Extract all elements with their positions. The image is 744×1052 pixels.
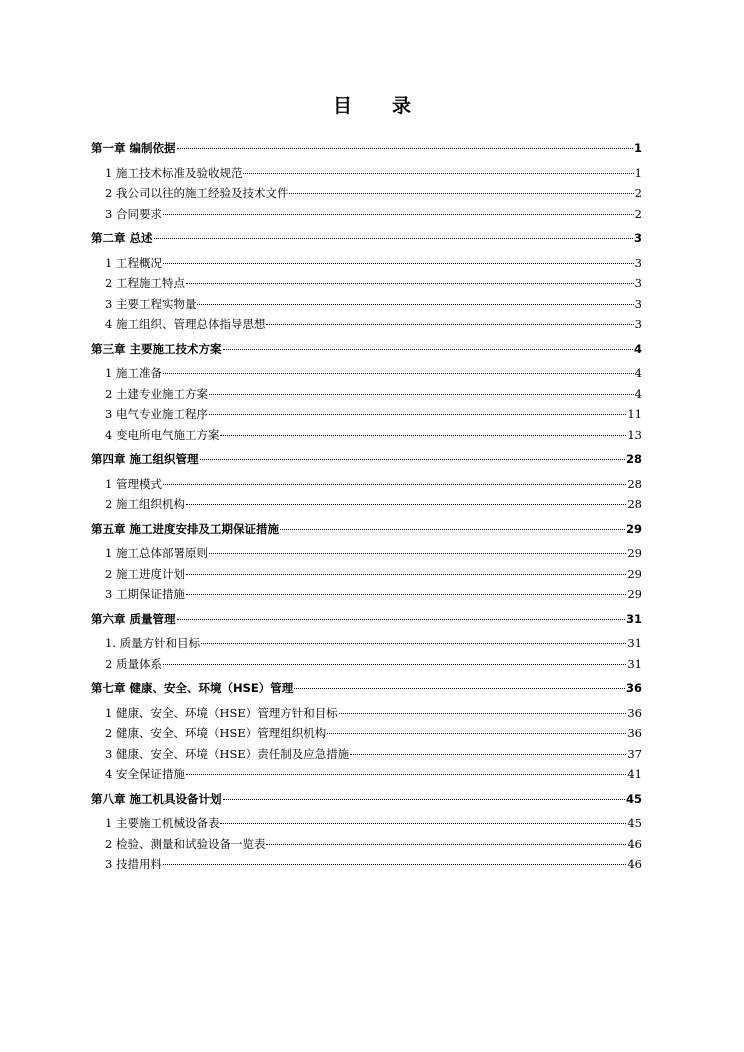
toc-entry-label: 3 电气专业施工程序 <box>105 407 208 421</box>
toc-entry-label: 1 施工总体部署原则 <box>105 546 208 560</box>
toc-entry-label: 第三章 主要施工技术方案 <box>91 341 222 356</box>
toc-page-number: 46 <box>627 857 642 871</box>
toc-section-entry[interactable] <box>91 744 642 765</box>
dot-leader <box>223 798 625 800</box>
dot-leader <box>163 483 626 485</box>
toc-page-number: 11 <box>627 407 642 421</box>
dot-leader <box>209 552 626 554</box>
dot-leader <box>209 413 626 415</box>
toc-page-number: 2 <box>634 186 642 200</box>
toc-page-number: 36 <box>627 705 642 720</box>
toc-section-entry[interactable] <box>91 294 642 315</box>
toc-chapter-entry[interactable] <box>91 449 642 470</box>
toc-page-number: 28 <box>627 476 642 491</box>
toc-section-entry[interactable] <box>91 654 642 675</box>
toc-page-number: 31 <box>625 611 642 626</box>
toc-page-number: 13 <box>627 427 642 442</box>
toc-entry-label: 2 健康、安全、环境（HSE）管理组织机构 <box>105 726 327 740</box>
dot-leader <box>339 712 627 714</box>
table-of-contents <box>91 134 642 875</box>
toc-entry-label: 第五章 施工进度安排及工期保证措施 <box>91 521 280 536</box>
dot-leader <box>220 434 626 436</box>
toc-page-number: 28 <box>625 452 642 466</box>
title-char-left: 目 <box>332 95 352 117</box>
toc-entry-label: 1 施工技术标准及验收规范 <box>105 165 243 180</box>
toc-entry-label: 2 施工进度计划 <box>105 566 185 581</box>
toc-page-number: 36 <box>625 681 642 695</box>
dot-leader <box>327 732 626 734</box>
toc-section-entry[interactable] <box>91 253 642 274</box>
toc-entry-label: 1 工程概况 <box>105 255 162 270</box>
toc-page-number: 46 <box>627 836 642 851</box>
toc-entry-label: 3 工期保证措施 <box>105 587 185 601</box>
toc-section-entry[interactable] <box>91 314 642 335</box>
toc-section-entry[interactable] <box>91 384 642 405</box>
dot-leader <box>350 753 626 755</box>
toc-chapter-entry[interactable] <box>91 138 642 159</box>
toc-page-number: 31 <box>627 656 642 671</box>
toc-page-number: 31 <box>627 636 642 650</box>
toc-section-entry[interactable] <box>91 703 642 724</box>
dot-leader <box>186 282 634 284</box>
toc-page-number: 3 <box>633 231 642 245</box>
toc-chapter-entry[interactable] <box>91 678 642 699</box>
dot-leader <box>220 822 626 824</box>
page-title <box>0 91 744 118</box>
toc-page-number: 45 <box>625 791 642 806</box>
toc-section-entry[interactable] <box>91 764 642 785</box>
toc-page-number: 4 <box>634 386 642 401</box>
dot-leader <box>289 192 633 194</box>
dot-leader <box>163 663 626 665</box>
toc-section-entry[interactable] <box>91 363 642 384</box>
toc-section-entry[interactable] <box>91 633 642 654</box>
toc-section-entry[interactable] <box>91 404 642 425</box>
toc-entry-label: 2 工程施工特点 <box>105 276 185 290</box>
dot-leader <box>186 573 626 575</box>
toc-entry-label: 4 安全保证措施 <box>105 767 185 781</box>
toc-page-number: 3 <box>634 255 642 270</box>
toc-entry-label: 2 施工组织机构 <box>105 497 185 511</box>
dot-leader <box>163 213 634 215</box>
title-char-right: 录 <box>392 95 412 117</box>
toc-page-number: 29 <box>627 566 642 581</box>
toc-section-entry[interactable] <box>91 425 642 446</box>
toc-entry-label: 4 变电所电气施工方案 <box>105 427 220 442</box>
dot-leader <box>200 458 625 460</box>
dot-leader <box>223 348 633 350</box>
dot-leader <box>177 147 633 149</box>
dot-leader <box>243 172 633 174</box>
toc-page-number: 4 <box>633 341 642 356</box>
dot-leader <box>186 773 626 775</box>
toc-entry-label: 3 健康、安全、环境（HSE）责任制及应急措施 <box>105 746 350 761</box>
toc-page-number: 41 <box>627 767 642 781</box>
toc-entry-label: 2 检验、测量和试验设备一览表 <box>105 836 266 851</box>
toc-entry-label: 第八章 施工机具设备计划 <box>91 791 222 806</box>
toc-page-number: 37 <box>627 746 642 761</box>
toc-section-entry[interactable] <box>91 584 642 605</box>
toc-section-entry[interactable] <box>91 183 642 204</box>
dot-leader <box>280 528 625 530</box>
toc-section-entry[interactable] <box>91 494 642 515</box>
toc-section-entry[interactable] <box>91 723 642 744</box>
toc-entry-label: 1 施工准备 <box>105 366 162 380</box>
toc-section-entry[interactable] <box>91 564 642 585</box>
toc-section-entry[interactable] <box>91 163 642 184</box>
dot-leader <box>186 503 626 505</box>
toc-page-number: 29 <box>625 521 642 536</box>
toc-section-entry[interactable] <box>91 834 642 855</box>
toc-section-entry[interactable] <box>91 204 642 225</box>
toc-page-number: 36 <box>627 726 642 740</box>
toc-chapter-entry[interactable] <box>91 609 642 630</box>
toc-entry-label: 1. 质量方针和目标 <box>105 636 201 650</box>
toc-page-number: 1 <box>633 141 642 155</box>
toc-entry-label: 第六章 质量管理 <box>91 611 176 626</box>
dot-leader <box>266 323 633 325</box>
dot-leader <box>209 393 634 395</box>
dot-leader <box>201 642 626 644</box>
toc-entry-label: 2 土建专业施工方案 <box>105 386 208 401</box>
dot-leader <box>163 863 626 865</box>
dot-leader <box>163 372 634 374</box>
dot-leader <box>197 303 633 305</box>
toc-page-number: 4 <box>634 366 642 380</box>
dot-leader <box>294 687 625 689</box>
toc-entry-label: 第七章 健康、安全、环境（HSE）管理 <box>91 681 294 695</box>
dot-leader <box>186 593 626 595</box>
toc-chapter-entry[interactable] <box>91 228 642 249</box>
toc-chapter-entry[interactable] <box>91 519 642 540</box>
toc-page-number: 3 <box>634 317 642 331</box>
toc-entry-label: 2 质量体系 <box>105 656 162 671</box>
toc-section-entry[interactable] <box>91 543 642 564</box>
toc-entry-label: 2 我公司以往的施工经验及技术文件 <box>105 186 289 200</box>
dot-leader <box>177 618 625 620</box>
toc-page-number: 29 <box>627 546 642 560</box>
dot-leader <box>266 843 626 845</box>
toc-page-number: 1 <box>634 165 642 180</box>
toc-entry-label: 1 管理模式 <box>105 476 162 491</box>
toc-entry-label: 4 施工组织、管理总体指导思想 <box>105 317 266 331</box>
dot-leader <box>163 262 634 264</box>
toc-page-number: 3 <box>634 276 642 290</box>
toc-entry-label: 第四章 施工组织管理 <box>91 452 199 466</box>
toc-entry-label: 第二章 总述 <box>91 231 153 245</box>
toc-chapter-entry[interactable] <box>91 339 642 360</box>
toc-section-entry[interactable] <box>91 813 642 834</box>
toc-entry-label: 第一章 编制依据 <box>91 141 176 155</box>
toc-entry-label: 1 健康、安全、环境（HSE）管理方针和目标 <box>105 705 338 720</box>
toc-entry-label: 3 主要工程实物量 <box>105 296 197 311</box>
toc-page-number: 45 <box>627 816 642 830</box>
toc-page-number: 3 <box>634 296 642 311</box>
toc-chapter-entry[interactable] <box>91 789 642 810</box>
toc-section-entry[interactable] <box>91 474 642 495</box>
toc-section-entry[interactable] <box>91 854 642 875</box>
toc-section-entry[interactable] <box>91 273 642 294</box>
toc-page-number: 29 <box>627 587 642 601</box>
toc-page-number: 28 <box>627 497 642 511</box>
toc-page-number: 2 <box>634 206 642 221</box>
toc-entry-label: 3 技措用料 <box>105 857 162 871</box>
dot-leader <box>154 237 633 239</box>
toc-entry-label: 3 合同要求 <box>105 206 162 221</box>
toc-entry-label: 1 主要施工机械设备表 <box>105 816 220 830</box>
